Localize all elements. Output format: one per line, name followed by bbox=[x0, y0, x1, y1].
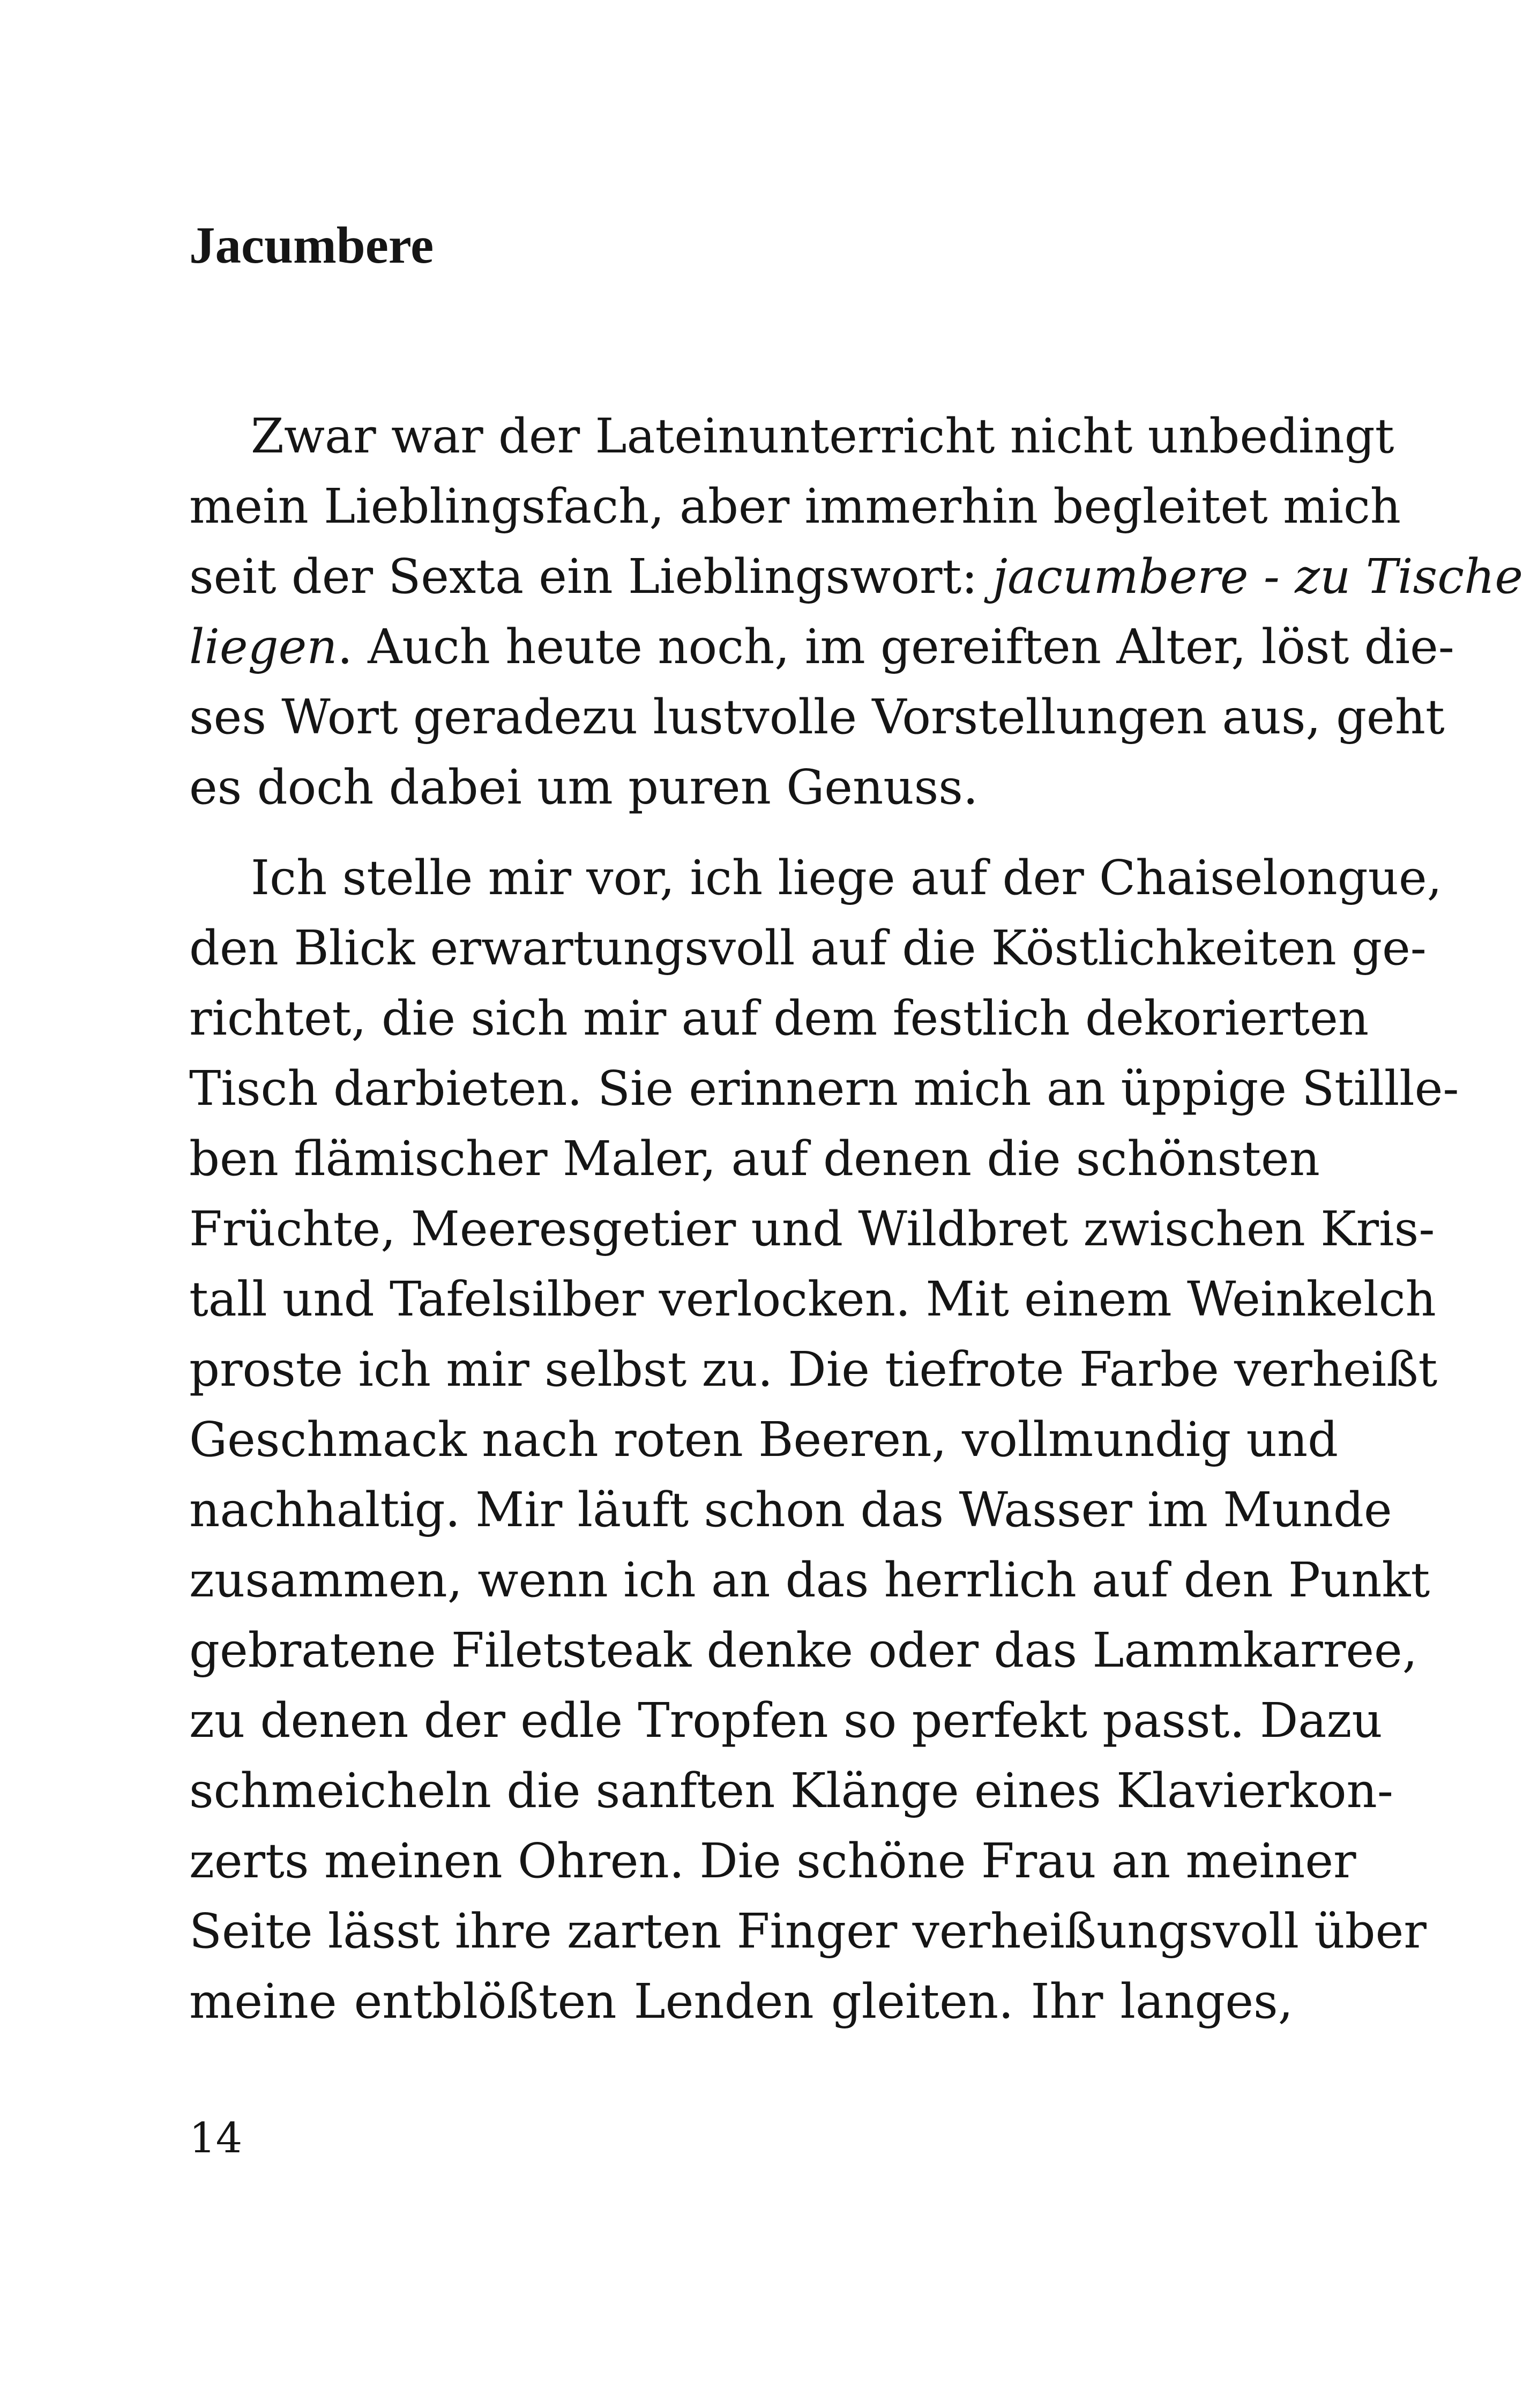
text-run: seit der Sexta ein Lieblingswort: bbox=[189, 548, 993, 604]
text-line bbox=[189, 612, 1454, 682]
text-line: meine entblößten Lenden gleiten. Ihr langes, bbox=[189, 1973, 1293, 2029]
text-line: schmeicheln die sanften Klänge eines Klavierkon- bbox=[189, 1763, 1393, 1818]
paragraph-1 bbox=[189, 401, 1523, 822]
italic-term: jacumbere - zu Tische bbox=[992, 548, 1523, 604]
text-line: es doch dabei um puren Genuss. bbox=[189, 759, 979, 815]
text-line: nachhaltig. Mir läuft schon das Wasser im Munde bbox=[189, 1482, 1392, 1537]
text-line: gebratene Filetsteak denke oder das Lammkarree, bbox=[189, 1622, 1418, 1678]
text-line: mein Lieblingsfach, aber immerhin begleitet mich bbox=[189, 478, 1401, 534]
text-line: Tisch darbieten. Sie erinnern mich an üppige Stillle- bbox=[189, 1060, 1459, 1116]
text-line bbox=[189, 541, 1523, 612]
text-line: Seite lässt ihre zarten Finger verheißungsvoll über bbox=[189, 1903, 1427, 1959]
text-line: Ich stelle mir vor, ich liege auf der Chaiselongue, bbox=[251, 850, 1442, 905]
text-line: zerts meinen Ohren. Die schöne Frau an meiner bbox=[189, 1833, 1356, 1889]
text-line: Zwar war der Lateinunterricht nicht unbedingt bbox=[251, 408, 1394, 464]
text-line: proste ich mir selbst zu. Die tiefrote Farbe verheißt bbox=[189, 1341, 1438, 1397]
text-run: . Auch heute noch, im gereiften Alter, löst die- bbox=[337, 619, 1454, 674]
paragraph-gap bbox=[189, 822, 1293, 843]
text-line: tall und Tafelsilber verlocken. Mit einem Weinkelch bbox=[189, 1271, 1436, 1327]
paragraph-2 bbox=[189, 843, 1459, 2037]
text-line: ses Wort geradezu lustvolle Vorstellungen aus, geht bbox=[189, 689, 1445, 745]
text-line: den Blick erwartungsvoll auf die Köstlichkeiten ge- bbox=[189, 920, 1427, 976]
page-number: 14 bbox=[189, 2114, 243, 2162]
text-line: Früchte, Meeresgetier und Wildbret zwischen Kris- bbox=[189, 1201, 1435, 1257]
text-line: zusammen, wenn ich an das herrlich auf den Punkt bbox=[189, 1552, 1430, 1608]
text-line: zu denen der edle Tropfen so perfekt passt. Dazu bbox=[189, 1692, 1383, 1748]
text-line: richtet, die sich mir auf dem festlich dekorierten bbox=[189, 990, 1369, 1046]
text-line: Geschmack nach roten Beeren, vollmundig und bbox=[189, 1411, 1339, 1467]
body-text bbox=[189, 401, 1523, 2037]
chapter-heading: Jacumbere bbox=[189, 217, 434, 274]
italic-term: liegen bbox=[189, 619, 338, 674]
text-line: ben flämischer Maler, auf denen die schönsten bbox=[189, 1131, 1320, 1186]
